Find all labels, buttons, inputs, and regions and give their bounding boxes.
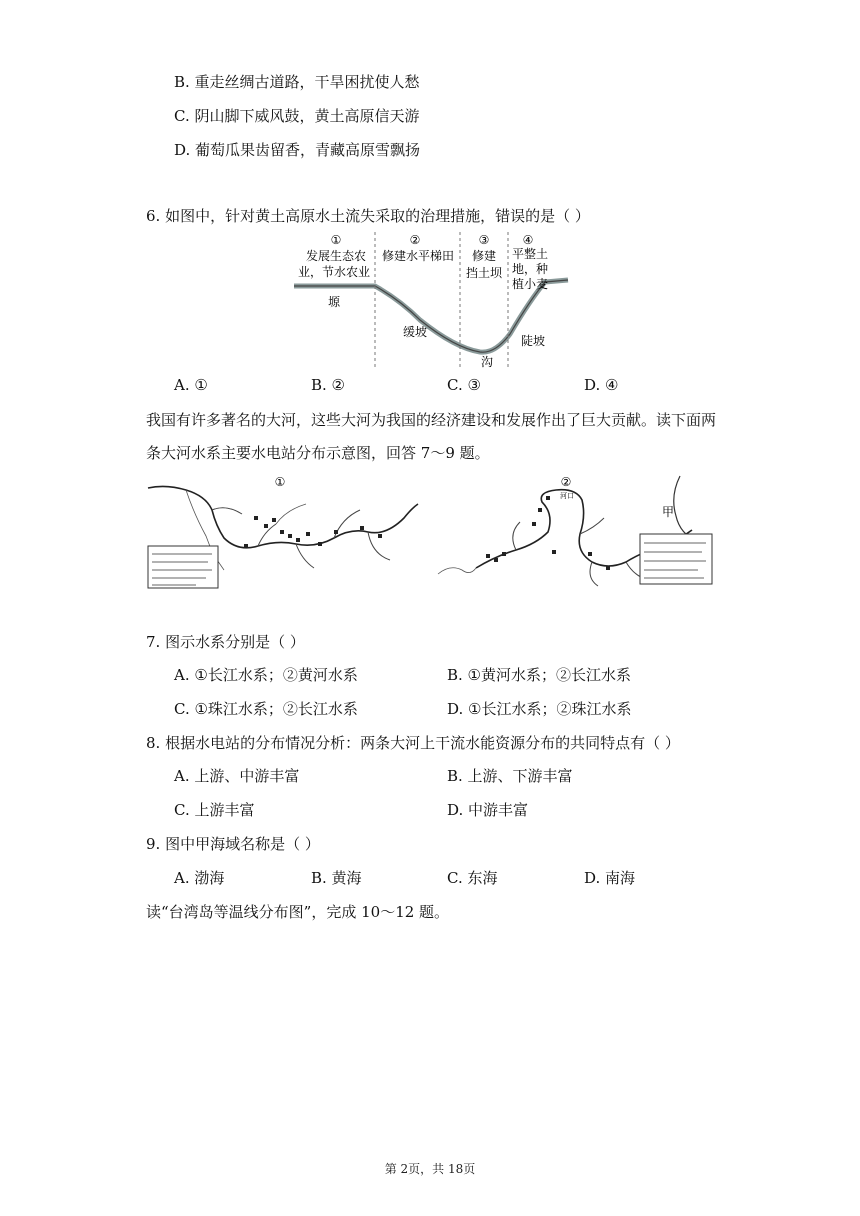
q7-option-c: C. ①珠江水系；②长江水系 <box>174 700 358 718</box>
figure-num-3: ③ <box>478 233 490 247</box>
q8-option-d: D. 中游丰富 <box>447 801 529 819</box>
figure-num-1: ① <box>330 233 342 247</box>
q8-option-a: A. 上游、中游丰富 <box>174 767 300 785</box>
q6-option-c: C. ③ <box>447 376 481 394</box>
measure-2: 修建水平梯田 <box>381 249 455 263</box>
q9-option-a: A. 渤海 <box>174 869 225 887</box>
q7-option-d: D. ①长江水系；②珠江水系 <box>447 700 632 718</box>
map1-tributaries <box>212 508 390 568</box>
intro-7-9-line2: 条大河水系主要水电站分布示意图，回答 7～9 题。 <box>146 444 490 462</box>
q9-option-b: B. 黄海 <box>311 869 362 887</box>
measure-4-line1: 平整土 <box>511 247 549 261</box>
river-map-2 <box>436 470 716 592</box>
map2-city-label: 河口 <box>560 492 574 500</box>
q7-stem: 7. 图示水系分别是（ ） <box>146 633 305 651</box>
q8-option-c: C. 上游丰富 <box>174 801 255 819</box>
q9-option-d: D. 南海 <box>584 869 636 887</box>
map2-number: ② <box>560 475 572 489</box>
q6-options <box>174 375 694 395</box>
q7-option-a: A. ①长江水系；②黄河水系 <box>174 666 358 684</box>
measure-4-line2: 地，种 <box>511 262 549 276</box>
measure-3-line2: 挡土坝 <box>465 266 503 280</box>
q5-option-d: D. 葡萄瓜果齿留香，青藏高原雪飘扬 <box>174 141 421 159</box>
q6-option-a: A. ① <box>174 376 208 394</box>
map1-legend-box <box>148 546 218 588</box>
figure-num-2: ② <box>409 233 421 247</box>
map1-number: ① <box>274 475 286 489</box>
q6-option-b: B. ② <box>311 376 346 394</box>
q9-options <box>174 868 694 888</box>
map1-main-river <box>148 486 418 547</box>
q8-stem: 8. 根据水电站的分布情况分析：两条大河上干流水能资源分布的共同特点有（ ） <box>146 734 680 752</box>
intro-7-9-line1: 我国有许多著名的大河，这些大河为我国的经济建设和发展作出了巨大贡献。读下面两 <box>146 411 717 429</box>
loess-plateau-profile-figure <box>290 230 575 370</box>
measure-1-line1: 发展生态农 <box>305 249 367 263</box>
page-footer: 第 2页，共 18页 <box>384 1162 476 1176</box>
q9-option-c: C. 东海 <box>447 869 498 887</box>
terrain-label-gentle-slope: 缓坡 <box>402 325 428 339</box>
q7-option-b: B. ①黄河水系；②长江水系 <box>447 666 632 684</box>
terrain-label-yuan: 塬 <box>327 295 341 309</box>
map2-legend-box <box>640 534 712 584</box>
measure-3-line1: 修建 <box>471 249 497 263</box>
q6-option-d: D. ④ <box>584 376 619 394</box>
river-map-1 <box>146 474 421 592</box>
terrain-label-steep-slope: 陡坡 <box>520 334 546 348</box>
map2-minor-rivers <box>438 568 476 574</box>
intro-10-12: 读“台湾岛等温线分布图”，完成 10～12 题。 <box>146 903 450 921</box>
terrain-label-gully: 沟 <box>480 355 494 369</box>
measure-1-line2: 业，节水农业 <box>297 265 371 279</box>
q9-stem: 9. 图中甲海域名称是（ ） <box>146 835 320 853</box>
q8-option-b: B. 上游、下游丰富 <box>447 767 573 785</box>
map2-tributaries <box>513 518 648 586</box>
q6-stem: 6. 如图中，针对黄土高原水土流失采取的治理措施，错误的是（ ） <box>146 207 590 225</box>
figure-num-4: ④ <box>522 233 534 247</box>
measure-4-line3: 植小麦 <box>511 277 549 291</box>
map1-station-markers <box>244 516 382 548</box>
q5-option-c: C. 阴山脚下威风鼓，黄土高原信天游 <box>174 107 420 125</box>
map2-sea-label: 甲 <box>662 505 675 519</box>
q5-option-b: B. 重走丝绸古道路，干旱困扰使人愁 <box>174 73 420 91</box>
